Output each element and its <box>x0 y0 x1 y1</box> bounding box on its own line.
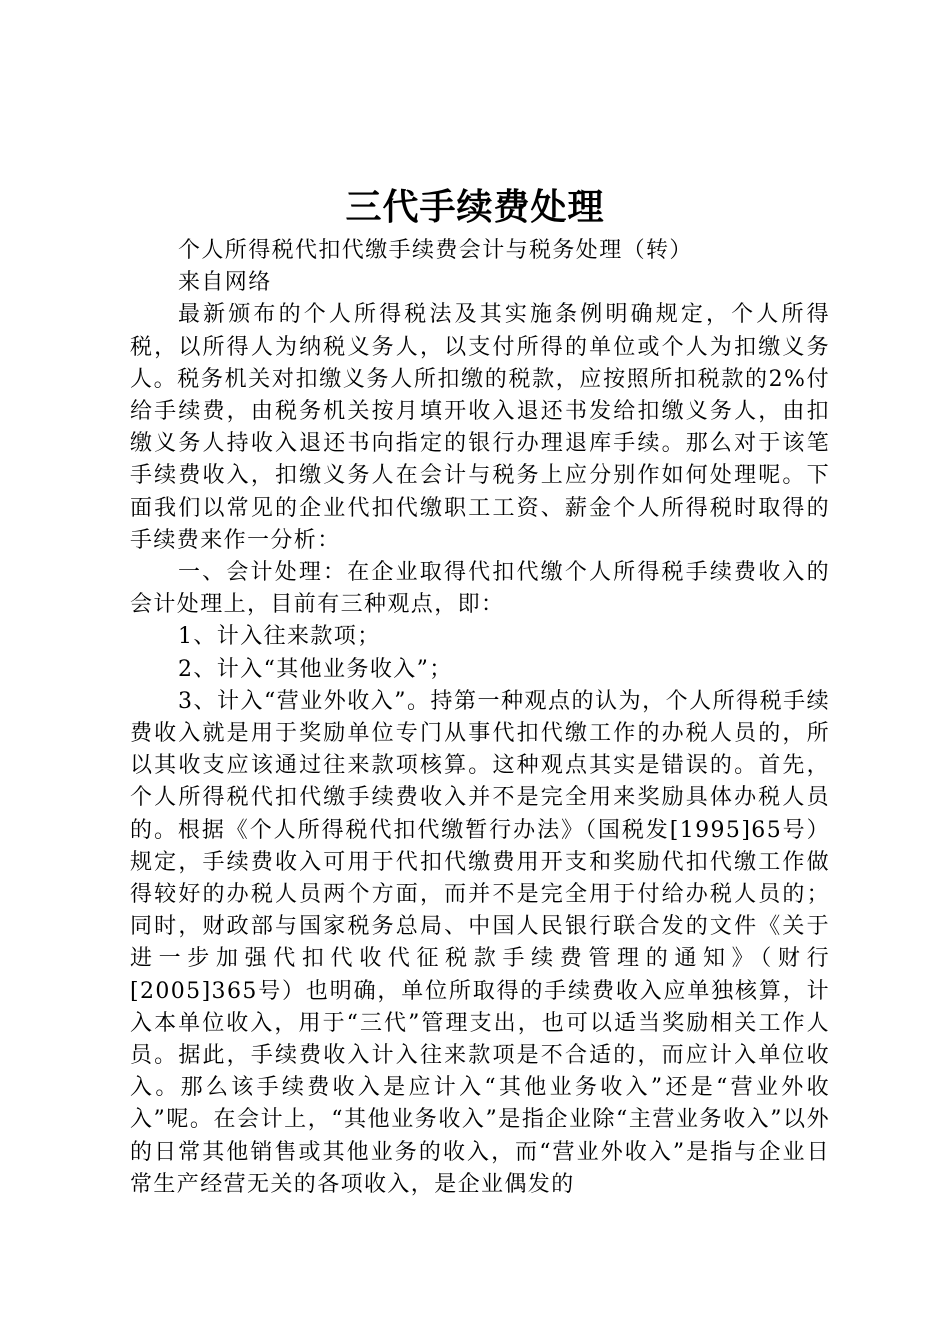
document-title: 三代手续费处理 <box>345 187 605 228</box>
paragraph-source: 来自网络 <box>178 270 272 296</box>
paragraph-subtitle: 个人所得税代扣代缴手续费会计与税务处理（转） <box>178 238 693 263</box>
paragraph-list-item-2: 2、计入“其他业务收入”； <box>178 656 453 682</box>
paragraph-list-item-3: 3、计入“营业外收入”。持第一种观点的认为，个人所得税手续费收入就是用于奖励单位专门从事代扣代缴工作的办税人员的，所以其收支应该通过往来款项核算。这种观点其实是错误的。首先，个人所得税代扣代缴手续费收入并不是完全用来奖励具体办税人员的。根据《个人所得税代扣代缴暂行办法》（国税发[1995]65号）规定，手续费收入可用于代扣代缴费用开支和奖励代扣代缴工作做得较好的办税人员两个方面，而并不是完全用于付给办税人员的；同时，财政部与国家税务总局、中国人民银行联合发的文件《关于进一步加强代扣代收代征税款手续费管理的通知》（财行[2005]365号）也明确，单位所取得的手续费收入应单独核算，计入本单位收入，用于“三代”管理支出，也可以适当奖励相关工作人员。据此，手续费收入计入往来款项是不合适的，而应计入单位收入。那么该手续费收入是应计入“其他业务收入”还是“营业外收入”呢。在会计上，“其他业务收入”是指企业除“主营业务收入”以外的日常其他销售或其他业务的收入，而“营业外收入”是指与企业日常生产经营无关的各项收入，是企业偶发的 <box>130 688 830 1197</box>
paragraph-accounting-heading: 一、会计处理：在企业取得代扣代缴个人所得税手续费收入的会计处理上，目前有三种观点，即： <box>130 560 830 618</box>
paragraph-list-item-1: 1、计入往来款项； <box>178 624 381 650</box>
paragraph-intro: 最新颁布的个人所得税法及其实施条例明确规定，个人所得税，以所得人为纳税义务人，以支付所得的单位或个人为扣缴义务人。税务机关对扣缴义务人所扣缴的税款，应按照所扣税款的2%付给手续费，由税务机关按月填开收入退还书发给扣缴义务人，由扣缴义务人持收入退还书向指定的银行办理退库手续。那么对于该笔手续费收入，扣缴义务人在会计与税务上应分别作如何处理呢。下面我们以常见的企业代扣代缴职工工资、薪金个人所得税时取得的手续费来作一分析： <box>130 302 830 553</box>
document-body <box>130 235 830 1201</box>
